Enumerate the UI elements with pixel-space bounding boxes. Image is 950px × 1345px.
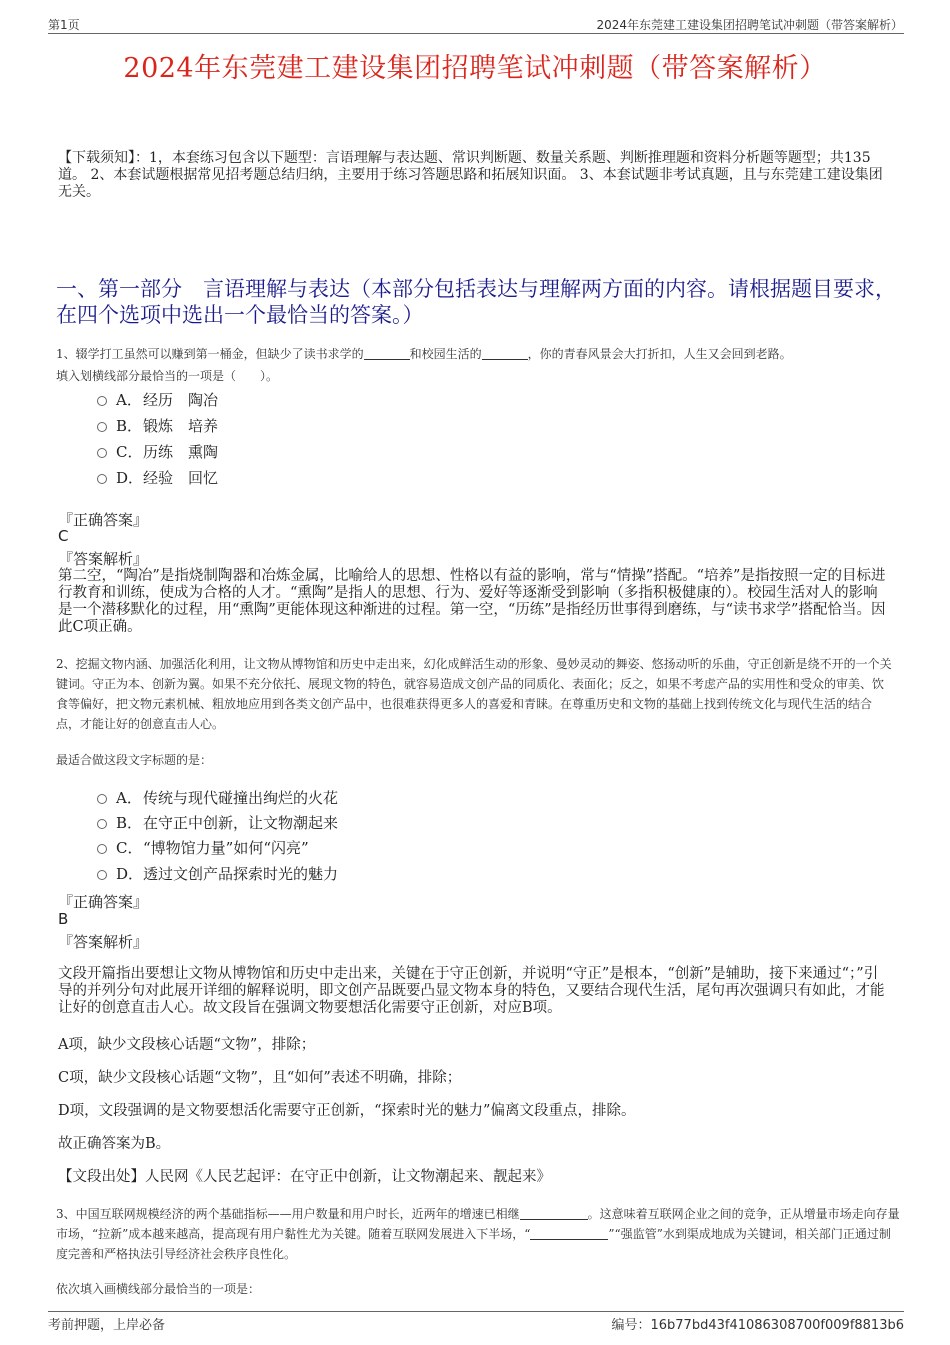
radio-icon[interactable]: [97, 396, 107, 406]
question-3-stem-part: ”“强监管”水到渠成地成为关键词，相关部门正通过制度完善和严格执法引导经济社会秩序良性化。: [56, 1227, 891, 1261]
radio-icon[interactable]: [97, 844, 107, 854]
option-letter: B．: [116, 417, 143, 435]
q1-answer-label: 『正确答案』: [58, 511, 149, 529]
q1-analysis: 第二空，“陶冶”是指烧制陶器和冶炼金属，比喻给人的思想、性格以有益的影响，常与“情操”搭配。“培养”是指按照一定的目标进行教育和训练，使成为合格的人才。“熏陶”是指人的思想、行为、爱好等逐渐受到影响（多指积极健康的）。校园生活对人的影响是一个潜移默化的过程，用“熏陶”更能体现这种渐进的过程。第一空，“历练”是指经历世事得到磨练，与“读书求学”搭配恰当。因此C项正确。: [58, 568, 886, 635]
question-1-prompt: 填入划横线部分最恰当的一项是（ ）。: [56, 369, 279, 383]
answer-blank: [520, 1207, 588, 1220]
answer-blank: [364, 347, 410, 360]
option-text: 锻炼 培养: [143, 417, 219, 435]
question-3-stem-part: 3、中国互联网规模经济的两个基础指标——用户数量和用户时长，近两年的增速已相继: [56, 1207, 520, 1221]
question-3-prompt: 依次填入画横线部分最恰当的一项是：: [56, 1282, 261, 1296]
section-heading: 一、第一部分 言语理解与表达（本部分包括表达与理解两方面的内容。请根据题目要求，在四个选项中选出一个最恰当的答案。）: [56, 277, 896, 327]
q1-option-b[interactable]: [97, 415, 218, 436]
header-rule: [48, 33, 904, 34]
option-letter: B．: [116, 814, 143, 832]
option-letter: C．: [116, 443, 143, 461]
option-text: 透过文创产品探索时光的魅力: [143, 865, 339, 883]
radio-icon[interactable]: [97, 448, 107, 458]
q1-option-c[interactable]: [97, 441, 218, 462]
option-text: 在守正中创新，让文物潮起来: [143, 814, 339, 832]
q2-option-b[interactable]: [97, 812, 338, 833]
question-3-stem: [56, 1204, 902, 1264]
option-letter: C．: [116, 839, 143, 857]
question-1-stem-part: 1、辍学打工虽然可以赚到第一桶金，但缺少了读书求学的: [56, 347, 364, 361]
question-1-stem: [56, 344, 906, 364]
option-letter: A．: [116, 789, 142, 807]
header-doc-title: 2024年东莞建工建设集团招聘笔试冲刺题（带答案解析）: [596, 18, 903, 32]
option-text: 经验 回忆: [143, 469, 219, 487]
q2-analysis-main: 文段开篇指出要想让文物从博物馆和历史中走出来，关键在于守正创新，并说明“守正”是根本，“创新”是辅助，接下来通过“；”引导的并列分句对此展开详细的解释说明，即文创产品既要凸显文物本身的特色，又要结合现代生活，尾句再次强调只有如此，才能让好的创意直击人心。故文段旨在强调文物要想活化需要守正创新，对应B项。: [58, 966, 885, 1016]
footer-rule: [48, 1311, 904, 1312]
option-text: 经历 陶冶: [143, 391, 219, 409]
footer-slogan: 考前押题，上岸必备: [48, 1318, 166, 1333]
radio-icon[interactable]: [97, 870, 107, 880]
q1-option-d[interactable]: [97, 467, 218, 488]
answer-blank: [482, 347, 528, 360]
radio-icon[interactable]: [97, 819, 107, 829]
question-1-stem-part: 和校园生活的: [409, 347, 482, 361]
q1-answer: C: [58, 527, 69, 545]
q2-answer: B: [58, 910, 69, 928]
footer-code-label: 编号：: [611, 1318, 651, 1333]
radio-icon[interactable]: [97, 794, 107, 804]
question-2-prompt: 最适合做这段文字标题的是：: [56, 753, 213, 767]
q2-option-a[interactable]: [97, 787, 338, 808]
q2-answer-label: 『正确答案』: [58, 893, 149, 911]
question-2-stem: 2、挖掘文物内涵、加强活化利用，让文物从博物馆和历史中走出来，幻化成鲜活生动的形象、曼妙灵动的舞姿、悠扬动听的乐曲，守正创新是绕不开的一个关键词。守正为本、创新为翼。如果不充分依托、展现文物的特色，就容易造成文创产品的同质化、表面化；反之，如果不考虑产品的实用性和受众的审美、饮食等偏好，把文物元素机械、粗放地应用到各类文创产品中，也很难获得更多人的喜爱和青睐。在尊重历史和文物的基础上找到传统文化与现代生活的结合点，才能让好的创意直击人心。: [56, 657, 892, 731]
q2-analysis-label: 『答案解析』: [58, 933, 149, 951]
option-letter: D．: [116, 469, 144, 487]
option-text: 传统与现代碰撞出绚烂的火花: [143, 789, 339, 807]
question-1-stem-part: ，你的青春风景会大打折扣，人生又会回到老路。: [527, 347, 792, 361]
q2-source: 【文段出处】人民网《人民艺起评：在守正中创新，让文物潮起来、靓起来》: [58, 1169, 551, 1185]
option-text: 历练 熏陶: [143, 443, 219, 461]
q1-analysis-label: 『答案解析』: [58, 550, 149, 568]
q2-option-d[interactable]: [97, 863, 338, 884]
q1-option-a[interactable]: [97, 389, 218, 410]
footer-code-value: 16b77bd43f41086308700f009f8813b6: [650, 1318, 904, 1333]
radio-icon[interactable]: [97, 422, 107, 432]
footer-code: [611, 1314, 904, 1333]
q2-conclusion: 故正确答案为B。: [58, 1136, 171, 1152]
option-text: “博物馆力量”如何“闪亮”: [143, 839, 309, 857]
option-letter: D．: [116, 865, 144, 883]
download-notice: 【下载须知】：1，本套练习包含以下题型：言语理解与表达题、常识判断题、数量关系题、判断推理题和资料分析题等题型；共135道。 2、本套试题根据常见招考题总结归纳，主要用于练习答题思路和拓展知识面。 3、本套试题非考试真题，且与东莞建工建设集团无关。: [58, 150, 883, 200]
q2-option-c[interactable]: [97, 837, 309, 858]
radio-icon[interactable]: [97, 474, 107, 484]
option-letter: A．: [116, 391, 142, 409]
answer-blank: [530, 1227, 608, 1240]
page-number: 第1页: [48, 18, 80, 32]
q2-analysis-option-c: C项，缺少文段核心话题“文物”，且“如何”表述不明确，排除；: [58, 1070, 462, 1086]
q2-analysis-option-a: A项，缺少文段核心话题“文物”，排除；: [58, 1037, 316, 1053]
q2-analysis-option-d: D项，文段强调的是文物要想活化需要守正创新，“探索时光的魅力”偏离文段重点，排除。: [58, 1103, 636, 1119]
page-title: 2024年东莞建工建设集团招聘笔试冲刺题（带答案解析）: [123, 53, 827, 84]
question-3-stem-part: 。这意味着互联网企业之间的竞争，正从增量市场走向存量市场，“拉新”成本越来越高，提高现有用户黏性尤为关键。随着互联网发展进入下半场，“: [56, 1207, 900, 1241]
